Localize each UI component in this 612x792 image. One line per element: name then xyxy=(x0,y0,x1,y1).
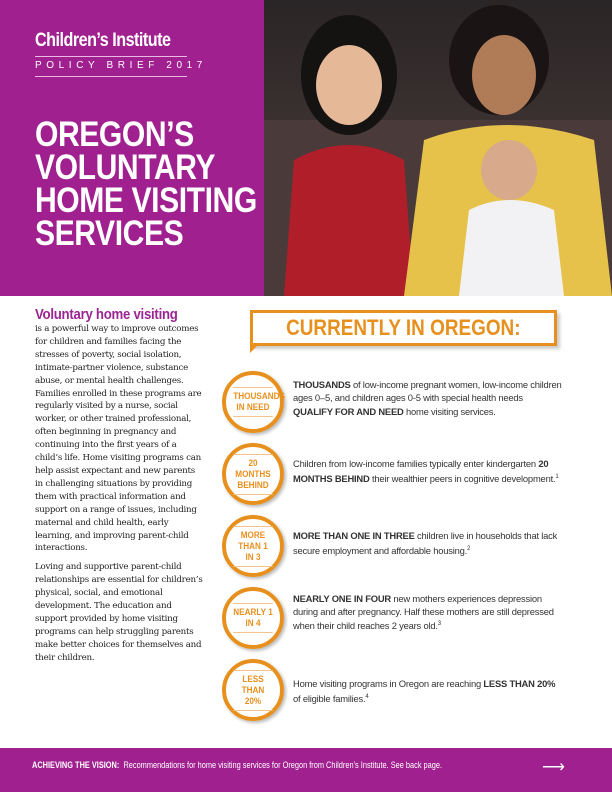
footnote-ref: 1 xyxy=(555,473,559,480)
page-title xyxy=(35,115,257,253)
family-photo-illustration xyxy=(264,0,612,296)
stat-item xyxy=(222,515,582,581)
stat-body: children live in households that lack secure employment and affordable housing. xyxy=(293,530,558,556)
divider xyxy=(35,76,187,77)
callout-banner xyxy=(250,310,557,346)
stat-text xyxy=(293,379,563,419)
stat-body: of low-income pregnant women, low-income children ages 0–5, and children ages 0-5 with special health needs xyxy=(293,379,562,403)
footnote-ref: 2 xyxy=(467,545,471,552)
footer-text: Recommendations for home visiting services for Oregon from Children’s Institute. See back page. xyxy=(123,760,443,770)
footer-bar[interactable] xyxy=(0,748,612,792)
header-panel xyxy=(0,0,264,296)
stat-tail: of eligible families. xyxy=(293,692,366,704)
stat-emphasis: LESS THAN 20% xyxy=(483,678,556,689)
stat-item xyxy=(222,443,582,509)
stat-emphasis: 20 MONTHS BEHIND xyxy=(293,458,549,484)
banner-tail xyxy=(250,343,260,353)
footer-label: ACHIEVING THE VISION: xyxy=(32,760,120,770)
stat-badge-label: MORE THAN 1 IN 3 xyxy=(233,526,273,567)
stat-lead: MORE THAN ONE IN THREE xyxy=(293,530,415,541)
title-line: VOLUNTARY xyxy=(35,148,216,187)
stat-badge-label: THOUSANDS IN NEED xyxy=(233,387,273,417)
stat-badge xyxy=(222,659,284,721)
footnote-ref: 3 xyxy=(437,621,441,628)
policy-brief-label: POLICY BRIEF 2017 xyxy=(35,60,207,71)
footnote-ref: 4 xyxy=(365,693,369,700)
stat-text xyxy=(293,678,563,705)
stat-item xyxy=(222,659,582,725)
stat-emphasis: QUALIFY FOR AND NEED xyxy=(293,406,404,418)
title-line: OREGON’S xyxy=(35,115,194,154)
intro-heading: Voluntary home visiting xyxy=(35,306,178,323)
org-name: Children’s Institute xyxy=(35,30,171,51)
family-photo xyxy=(264,0,612,296)
stat-body: new mothers experiences depression during and after pregnancy. Half these mothers are still depressed when their child reaches 2 years old. xyxy=(293,593,554,632)
stat-tail: home visiting services. xyxy=(403,406,496,418)
stat-badge xyxy=(222,443,284,505)
stat-badge-label: 20 MONTHS BEHIND xyxy=(233,454,273,495)
stat-text xyxy=(293,593,563,633)
stat-badge xyxy=(222,371,284,433)
stat-tail: their wealthier peers in cognitive development. xyxy=(369,472,556,484)
stat-lead: THOUSANDS xyxy=(293,379,351,390)
arrow-right-icon[interactable]: ⟶ xyxy=(542,759,565,776)
title-line: HOME VISITING xyxy=(35,181,257,220)
title-line: SERVICES xyxy=(35,214,184,253)
divider xyxy=(35,56,187,57)
stat-body: Children from low-income families typically enter kindergarten xyxy=(293,458,539,469)
intro-paragraph: Loving and supportive parent-child relationships are essential for children’s physical, social, and emotional development. The education and support provided by home visiting programs can help struggling parents make better choices for themselves and their children. xyxy=(35,562,203,663)
stat-badge-label: NEARLY 1 IN 4 xyxy=(233,603,273,633)
stat-body: Home visiting programs in Oregon are reaching xyxy=(293,678,484,689)
stat-item xyxy=(222,371,582,437)
stat-text xyxy=(293,530,563,557)
stat-badge xyxy=(222,587,284,649)
stat-item xyxy=(222,587,582,653)
intro-paragraph: is a powerful way to improve outcomes for children and families facing the stresses of poverty, social isolation, intimate-partner violence, substance abuse, or mental health challenges. Families enrolled in these programs are regularly visited by a nurse, social worker, or other trained professional, often beginning in pregnancy and continuing into the first years of a child’s life. Home visiting programs can help assist expectant and new parents in challenging situations by providing them with practical information and support on a range of issues, including maternal and child health, early learning, and improving parent-child interactions. xyxy=(35,324,202,554)
stat-text xyxy=(293,458,563,485)
callout-heading: CURRENTLY IN OREGON: xyxy=(286,315,521,340)
intro-section xyxy=(35,306,205,671)
stat-badge-label: LESS THAN 20% xyxy=(233,670,273,711)
stat-lead: NEARLY ONE IN FOUR xyxy=(293,593,391,604)
stat-badge xyxy=(222,515,284,577)
